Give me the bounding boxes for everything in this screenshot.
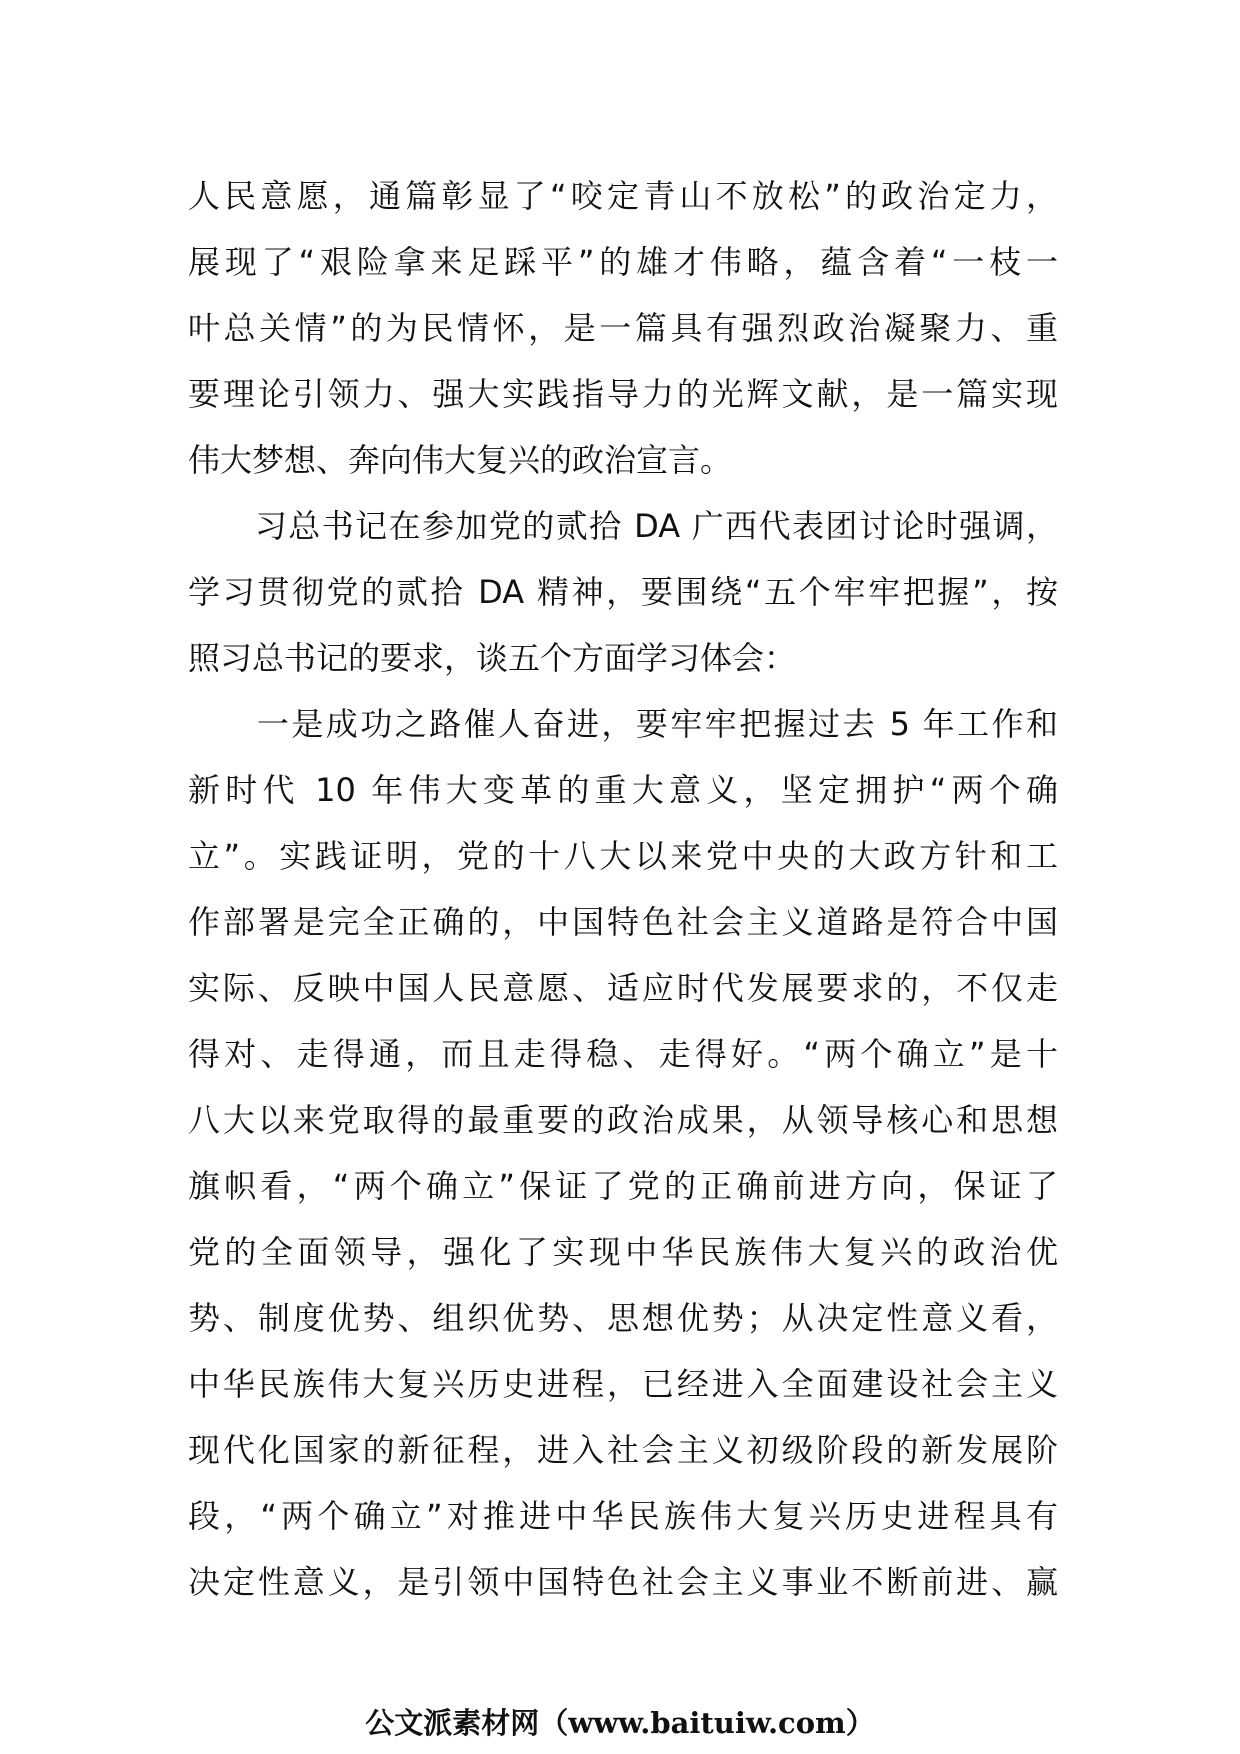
paragraph bbox=[188, 163, 1058, 493]
text-line: 新时代 10 年伟大变革的重大意义，坚定拥护“两个确 bbox=[188, 771, 1058, 809]
text-line: 段，“两个确立”对推进中华民族伟大复兴历史进程具有 bbox=[188, 1497, 1058, 1535]
text-line: 人民意愿，通篇彰显了“咬定青山不放松”的政治定力， bbox=[188, 177, 1058, 215]
text-line: 党的全面领导，强化了实现中华民族伟大复兴的政治优 bbox=[188, 1233, 1058, 1271]
text-line: 伟大梦想、奔向伟大复兴的政治宣言。 bbox=[188, 441, 733, 479]
text-line: 要理论引领力、强大实践指导力的光辉文献，是一篇实现 bbox=[188, 375, 1058, 413]
text-line: 作部署是完全正确的，中国特色社会主义道路是符合中国 bbox=[188, 903, 1058, 941]
text-line: 八大以来党取得的最重要的政治成果，从领导核心和思想 bbox=[188, 1101, 1058, 1139]
text-line: 旗帜看，“两个确立”保证了党的正确前进方向，保证了 bbox=[188, 1167, 1058, 1205]
text-line: 展现了“艰险拿来足踩平”的雄才伟略，蕴含着“一枝一 bbox=[188, 243, 1058, 281]
document-body bbox=[188, 163, 1058, 1615]
text-line: 立”。实践证明，党的十八大以来党中央的大政方针和工 bbox=[188, 837, 1058, 875]
text-line: 学习贯彻党的贰拾 DA 精神，要围绕“五个牢牢把握”，按 bbox=[188, 573, 1058, 611]
text-line: 照习总书记的要求，谈五个方面学习体会： bbox=[188, 639, 797, 677]
paragraph bbox=[188, 691, 1058, 1615]
text-line: 决定性意义，是引领中国特色社会主义事业不断前进、赢 bbox=[188, 1563, 1058, 1601]
text-line: 实际、反映中国人民意愿、适应时代发展要求的，不仅走 bbox=[188, 969, 1058, 1007]
text-line: 叶总关情”的为民情怀，是一篇具有强烈政治凝聚力、重 bbox=[188, 309, 1058, 347]
text-line: 中华民族伟大复兴历史进程，已经进入全面建设社会主义 bbox=[188, 1365, 1058, 1403]
footer-watermark: 公文派素材网（www.baituiw.com） bbox=[365, 1706, 875, 1740]
text-line: 现代化国家的新征程，进入社会主义初级阶段的新发展阶 bbox=[188, 1431, 1058, 1469]
text-line: 势、制度优势、组织优势、思想优势；从决定性意义看， bbox=[188, 1299, 1058, 1337]
text-line: 一是成功之路催人奋进，要牢牢把握过去 5 年工作和 bbox=[188, 705, 1058, 743]
text-line: 习总书记在参加党的贰拾 DA 广西代表团讨论时强调， bbox=[188, 507, 1058, 545]
text-line: 得对、走得通，而且走得稳、走得好。“两个确立”是十 bbox=[188, 1035, 1058, 1073]
paragraph bbox=[188, 493, 1058, 691]
